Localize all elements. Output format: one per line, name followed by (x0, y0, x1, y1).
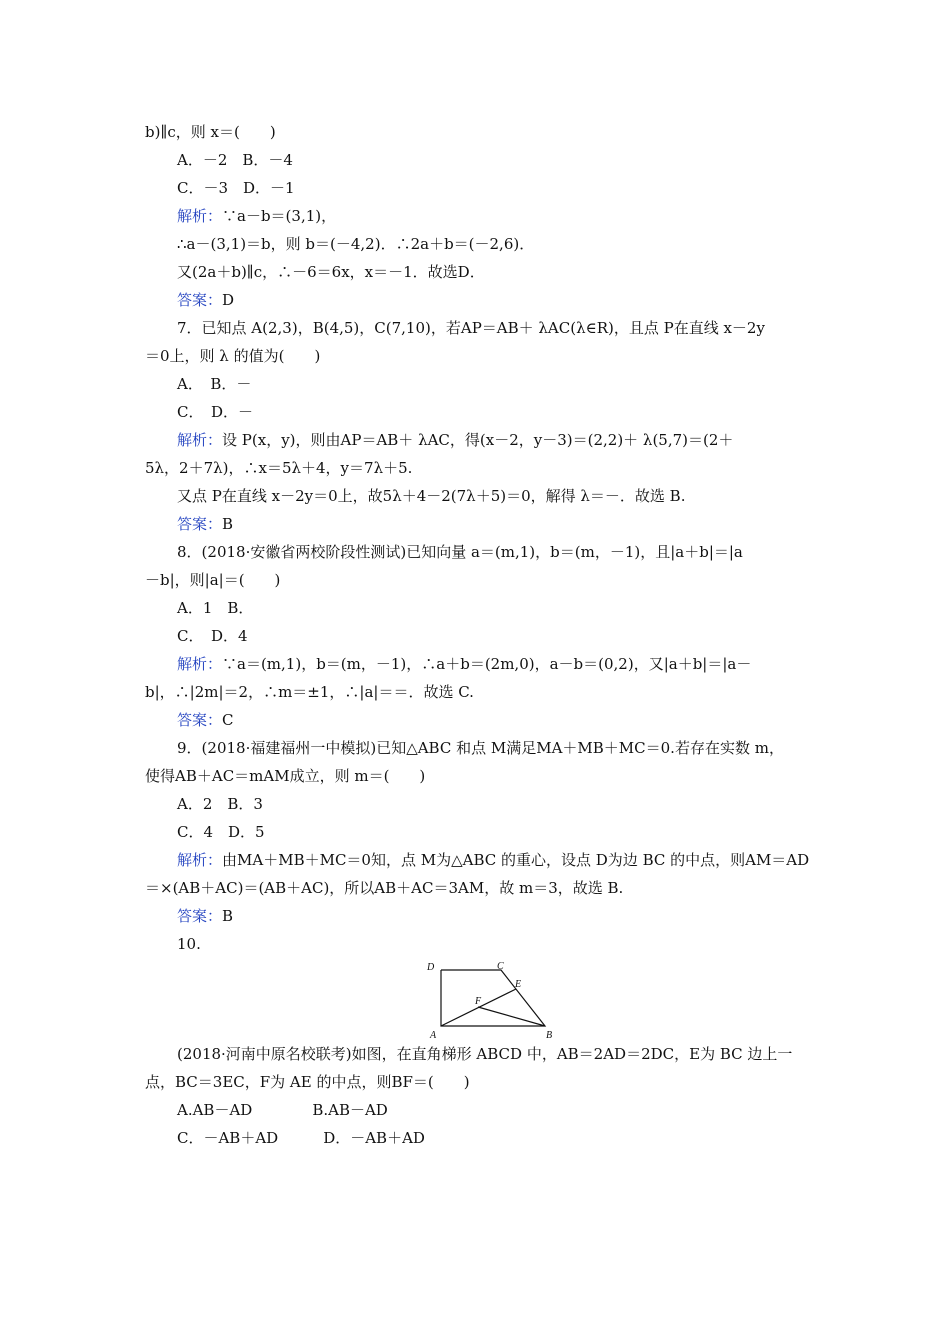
solution-text: 由MA＋MB＋MC＝0知，点 M为△ABC 的重心，设点 D为边 BC 的中点，则AM＝AD (222, 851, 810, 869)
answer-label: 答案： (177, 711, 223, 729)
text-line: b)∥c，则 x＝( ) (145, 123, 276, 141)
choice-line: A．－2 B．－4 (177, 151, 293, 169)
segment-fb (478, 1007, 545, 1026)
question-number: 10. (177, 935, 201, 953)
trapezoid-outline (441, 970, 545, 1026)
solution-line (177, 850, 809, 870)
question-line: 7．已知点 A(2,3)，B(4,5)，C(7,10)，若AP＝AB＋ λAC(λ∈R)，且点 P在直线 x－2y (177, 319, 765, 337)
solution-label: 解析： (177, 655, 223, 673)
choice-line: A．2 B．3 (177, 795, 263, 813)
choice-line: A．1 B． (177, 599, 254, 617)
question-line: 点，BC＝3EC，F为 AE 的中点，则BF＝( ) (145, 1073, 470, 1091)
choice-line: C．－AB＋AD D．－AB＋AD (177, 1129, 425, 1147)
text-line: 又(2a＋b)∥c，∴－6＝6x，x＝－1．故选D． (177, 263, 485, 281)
answer-line (177, 290, 234, 310)
question-line: 使得AB＋AC＝mAM成立，则 m＝( ) (145, 767, 426, 785)
text-line: 又点 P在直线 x－2y＝0上，故5λ＋4－2(7λ＋5)＝0，解得 λ＝－．故选 B. (177, 487, 686, 505)
solution-text: ∵a－b＝(3,1)， (222, 207, 337, 225)
answer-label: 答案： (177, 515, 223, 533)
text-line: b|，∴|2m|＝2，∴m＝±1，∴|a|＝＝．故选 C. (145, 683, 474, 701)
solution-line (177, 206, 336, 226)
label-b: B (546, 1030, 553, 1040)
trapezoid-figure (425, 960, 565, 1040)
label-f: F (475, 996, 482, 1007)
answer-text: D (222, 291, 235, 309)
answer-text: B (222, 515, 234, 533)
answer-text: B (222, 907, 234, 925)
label-c: C (497, 961, 504, 972)
solution-line (177, 430, 733, 450)
solution-line (177, 654, 751, 674)
answer-line (177, 514, 233, 534)
question-line: －b|，则|a|＝( ) (145, 571, 281, 589)
solution-label: 解析： (177, 207, 223, 225)
choice-line: C． D．4 (177, 627, 248, 645)
text-line: 5λ，2＋7λ)，∴x＝5λ＋4，y＝7λ＋5. (145, 459, 413, 477)
solution-text: 设 P(x，y)，则由AP＝AB＋ λAC，得(x－2，y－3)＝(2,2)＋ λ(5,7)＝(2＋ (222, 431, 734, 449)
answer-label: 答案： (177, 291, 223, 309)
choice-line: C．－3 D．－1 (177, 179, 295, 197)
answer-line (177, 906, 233, 926)
choice-line: A.AB－AD B.AB－AD (177, 1101, 388, 1119)
question-line: (2018·河南中原名校联考)如图，在直角梯形 ABCD 中，AB＝2AD＝2DC，E为 BC 边上一 (177, 1045, 793, 1063)
solution-label: 解析： (177, 431, 223, 449)
label-d: D (427, 962, 435, 973)
solution-text: ∵a＝(m,1)，b＝(m，－1)，∴a＋b＝(2m,0)，a－b＝(0,2)，又|a＋b|＝|a－ (222, 655, 752, 673)
question-line: 9．(2018·福建福州一中模拟)已知△ABC 和点 M满足MA＋MB＋MC＝0.若存在实数 m， (177, 739, 784, 757)
choice-line: A． B．－ (177, 375, 252, 393)
answer-line (177, 710, 234, 730)
answer-label: 答案： (177, 907, 223, 925)
answer-text: C (222, 711, 234, 729)
label-e: E (515, 979, 522, 990)
question-line: ＝0上，则 λ 的值为( ) (145, 347, 321, 365)
question-line: 8．(2018·安徽省两校阶段性测试)已知向量 a＝(m,1)，b＝(m，－1)，且|a＋b|＝|a (177, 543, 743, 561)
text-line: ＝×(AB＋AC)＝(AB＋AC)，所以AB＋AC＝3AM，故 m＝3，故选 B. (145, 879, 624, 897)
text-line: ∴a－(3,1)＝b，则 b＝(－4,2)．∴2a＋b＝(－2,6)． (177, 235, 535, 253)
solution-label: 解析： (177, 851, 223, 869)
choice-line: C．4 D．5 (177, 823, 265, 841)
choice-line: C． D．－ (177, 403, 254, 421)
label-a: A (430, 1030, 437, 1040)
